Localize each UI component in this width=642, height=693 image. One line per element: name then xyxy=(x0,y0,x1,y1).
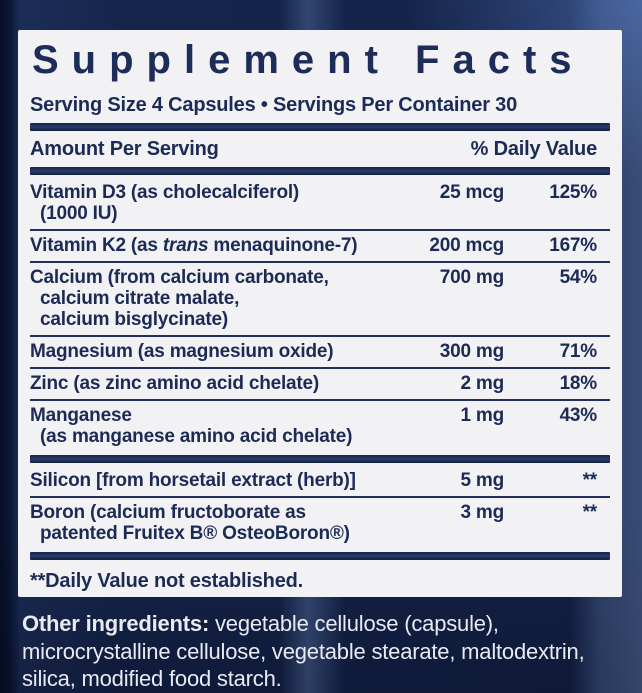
supplement-facts-panel xyxy=(18,30,622,597)
nutrient-amount: 200 mcg xyxy=(429,235,504,256)
nutrient-daily-value: 54% xyxy=(559,267,597,288)
nutrient-name: Magnesium (as magnesium oxide) xyxy=(30,341,334,362)
nutrient-row-silicon xyxy=(30,466,610,496)
other-ingredients-label: Other ingredients: xyxy=(22,611,210,636)
divider-bar-thick xyxy=(30,552,610,560)
nutrient-amount: 5 mg xyxy=(460,470,504,491)
nutrient-daily-value: 18% xyxy=(559,373,597,394)
other-ingredients xyxy=(22,610,624,693)
nutrient-row-magnesium xyxy=(30,337,610,367)
nutrient-row-boron xyxy=(30,498,610,549)
header-daily-value: % Daily Value xyxy=(470,138,597,160)
nutrient-row-calcium xyxy=(30,263,610,335)
nutrient-daily-value: 43% xyxy=(559,405,597,426)
nutrient-name: Boron (calcium fructoborate as patented Fruitex B® OsteoBoron®) xyxy=(30,502,350,544)
nutrient-amount: 700 mg xyxy=(439,267,504,288)
nutrient-daily-value: 167% xyxy=(549,235,597,256)
nutrient-amount: 3 mg xyxy=(460,502,504,523)
nutrient-row-manganese xyxy=(30,401,610,452)
nutrient-name: Calcium (from calcium carbonate, calcium citrate malate, calcium bisglycinate) xyxy=(30,267,329,330)
nutrient-name: Manganese (as manganese amino acid chelate) xyxy=(30,405,353,447)
panel-title: Supplement Facts xyxy=(32,38,585,82)
nutrient-row-zinc xyxy=(30,369,610,399)
divider-bar-thick xyxy=(30,455,610,463)
nutrient-daily-value: ** xyxy=(582,470,597,491)
nutrient-amount: 2 mg xyxy=(460,373,504,394)
nutrient-row-vitamin-d3 xyxy=(30,178,610,229)
divider-bar-thick xyxy=(30,123,610,131)
nutrient-daily-value: ** xyxy=(582,502,597,523)
nutrient-name: Silicon [from horsetail extract (herb)] xyxy=(30,470,356,491)
serving-info: Serving Size 4 Capsules • Servings Per Container 30 xyxy=(30,94,517,116)
nutrient-amount: 25 mcg xyxy=(439,182,504,203)
nutrient-amount: 300 mg xyxy=(439,341,504,362)
nutrient-name: Vitamin K2 (as trans menaquinone-7) xyxy=(30,235,358,256)
nutrient-amount: 1 mg xyxy=(460,405,504,426)
header-amount-per-serving: Amount Per Serving xyxy=(30,138,219,160)
nutrient-daily-value: 71% xyxy=(559,341,597,362)
daily-value-footnote: **Daily Value not established. xyxy=(30,570,303,592)
nutrient-name: Zinc (as zinc amino acid chelate) xyxy=(30,373,320,394)
table-header-row xyxy=(30,134,610,164)
other-ingredients-text: vegetable cellulose (capsule), microcrystalline cellulose, vegetable stearate, maltodextrin, silica, modified food starch. xyxy=(22,611,585,691)
nutrient-row-vitamin-k2 xyxy=(30,231,610,261)
nutrient-daily-value: 125% xyxy=(549,182,597,203)
nutrient-name: Vitamin D3 (as cholecalciferol) (1000 IU) xyxy=(30,182,300,224)
divider-bar-thick xyxy=(30,167,610,175)
